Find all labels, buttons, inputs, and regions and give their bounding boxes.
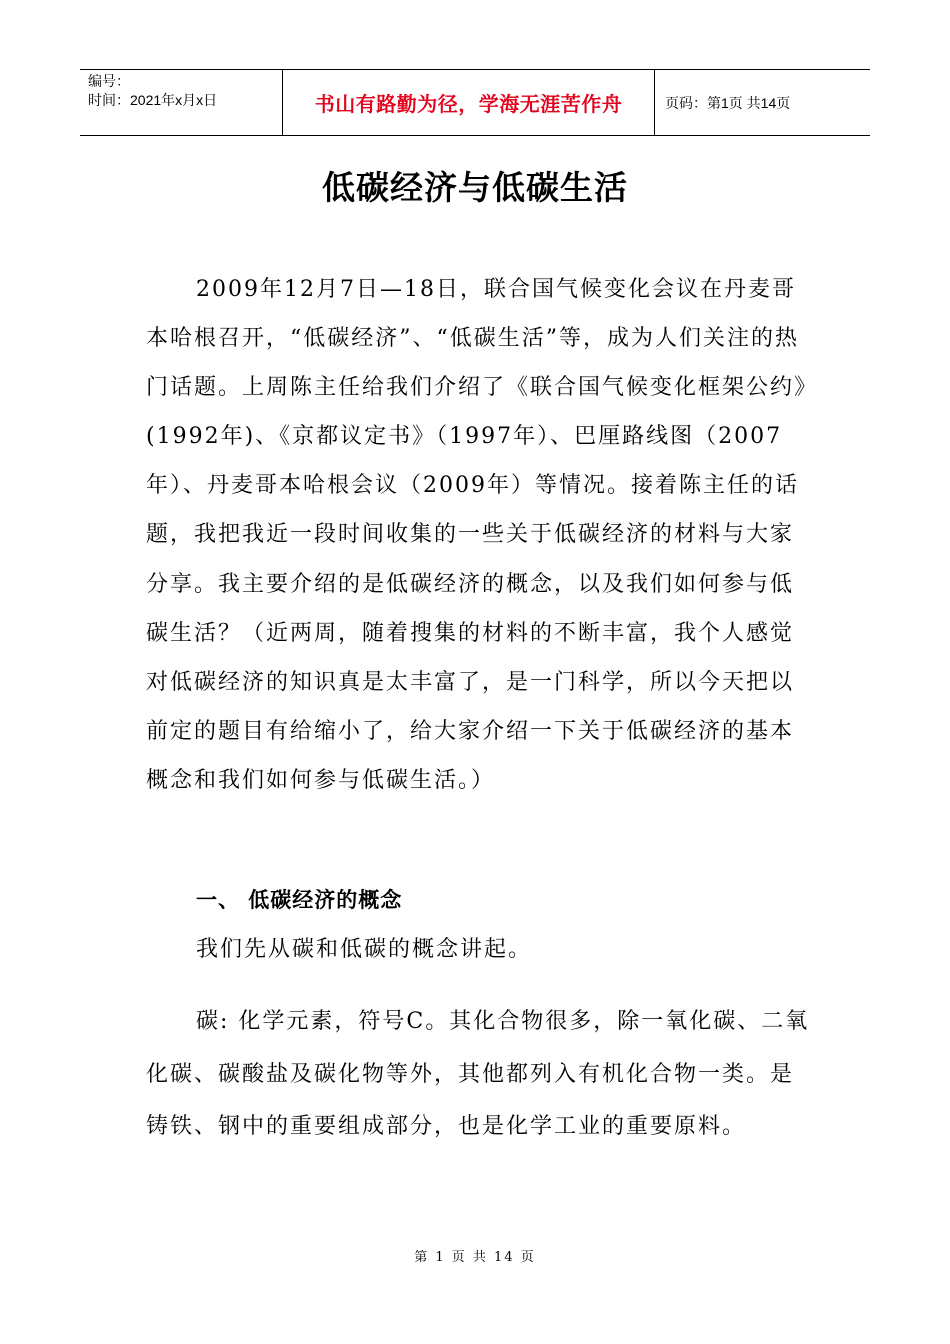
page-footer: 第 1 页 共 14 页 — [414, 1250, 536, 1265]
carbon-definition-paragraph: 碳: 化学元素，符号C。其化合物很多，除一氧化碳、二氧化碳、碳酸盐及碳化物等外，其他都列入有机化合物一类。是铸铁、钢中的重要组成部分，也是化学工业的重要原料。 — [146, 1009, 810, 1139]
header-meta — [80, 70, 282, 135]
header-motto: 书山有路勤为径，学海无涯苦作舟 — [314, 94, 623, 116]
document-header — [80, 69, 870, 136]
document-title: 低碳经济与低碳生活 — [322, 168, 628, 207]
section-intro-paragraph: 我们先从碳和低碳的概念讲起。 — [196, 937, 533, 962]
header-motto-cell — [282, 70, 655, 135]
intro-paragraph: 2009年12月7日—18日，联合国气候变化会议在丹麦哥本哈根召开，“低碳经济”、“低碳生活”等，成为人们关注的热门话题。上周陈主任给我们介绍了《联合国气候变化框架公约》(1992年)、《京都议定书》（1997年）、巴厘路线图（2007年）、丹麦哥本哈根会议（2009年）等情况。接着陈主任的话题，我把我近一段时间收集的一些关于低碳经济的材料与大家分享。我主要介绍的是低碳经济的概念，以及我们如何参与低碳生活？（近两周，随着搜集的材料的不断丰富，我个人感觉对低碳经济的知识真是太丰富了，是一门科学，所以今天把以前定的题目有给缩小了，给大家介绍一下关于低碳经济的基本概念和我们如何参与低碳生活。） — [146, 277, 808, 793]
header-page-info: 页码：第1页 共14页 — [665, 94, 791, 111]
document-date: 时间：2021年x月x日 — [88, 92, 218, 108]
header-page-info-cell — [655, 70, 870, 135]
document-number-label: 编号： — [88, 73, 130, 89]
section-heading: 一、 低碳经济的概念 — [196, 888, 403, 912]
